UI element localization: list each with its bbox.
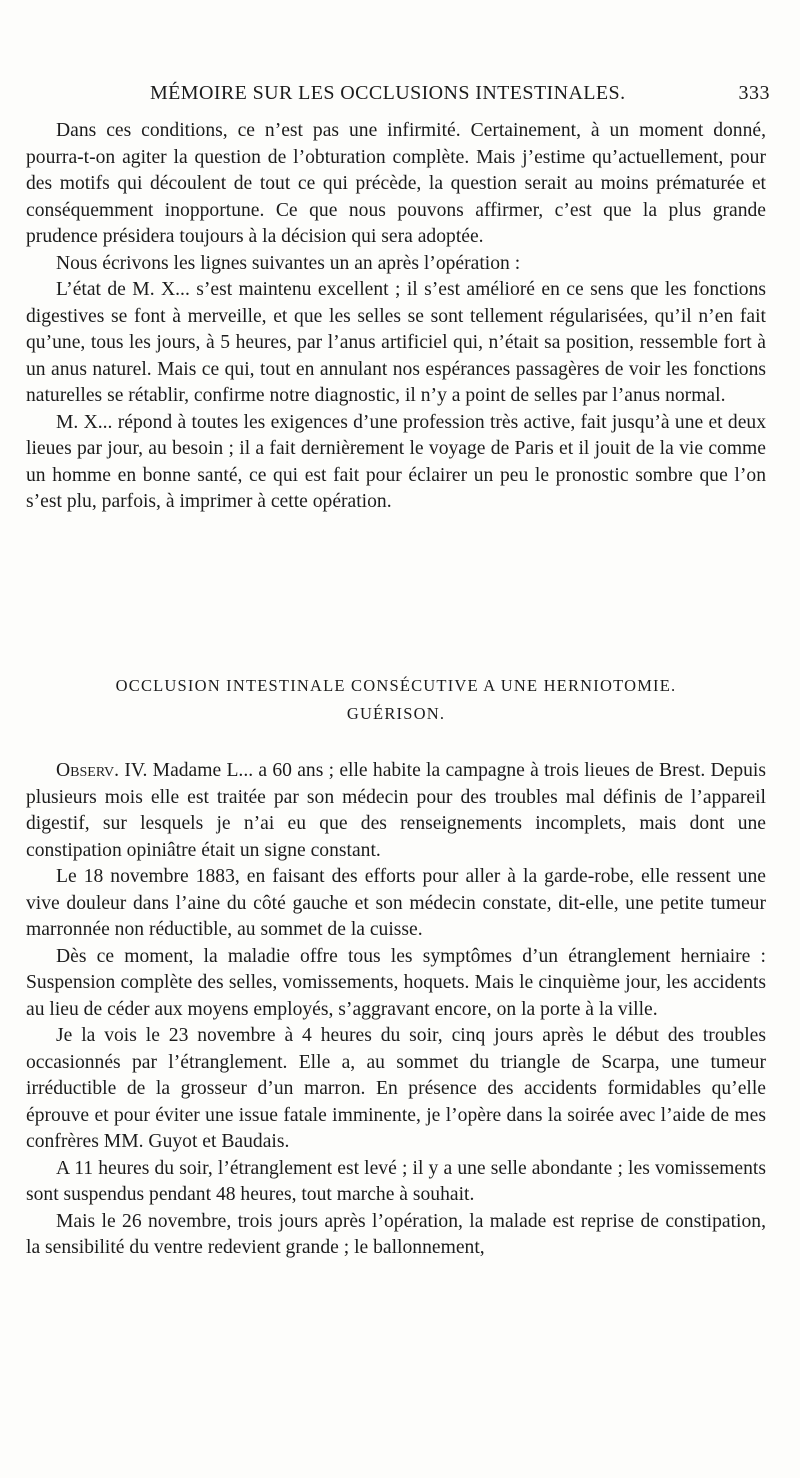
body-text-top	[26, 118, 766, 516]
paragraph: Je la vois le 23 novembre à 4 heures du soir, cinq jours après le début des troubles occasionnés par l’étranglement. Elle a, au sommet du triangle de Scarpa, une tumeur irréductible de la grosseur d’un marron. En présence des accidents formidables qu’elle éprouve et pour éviter une issue fatale imminente, je l’opère dans la soirée avec l’aide de mes confrères MM. Guyot et Baudais.	[26, 1025, 766, 1152]
paragraph: Dans ces conditions, ce n’est pas une infirmité. Certainement, à un moment donné, pourra-t-on agiter la question de l’obturation complète. Mais j’estime qu’actuellement, pour des motifs qui découlent de tout ce qui précède, la question serait au moins prématurée et conséquemment inopportune. Ce que nous pouvons affirmer, c’est que la plus grande prudence présidera toujours à la décision qui sera adoptée.	[26, 120, 766, 247]
paragraph: Nous écrivons les lignes suivantes un an après l’opération :	[56, 252, 521, 274]
paragraph: Le 18 novembre 1883, en faisant des efforts pour aller à la garde-robe, elle ressent une vive douleur dans l’aine du côté gauche et son médecin constate, dit-elle, une petite tumeur marronnée non réductible, au sommet de la cuisse.	[26, 866, 766, 940]
observation-label: Observ. IV.	[56, 760, 148, 781]
paragraph: Mais le 26 novembre, trois jours après l’opération, la malade est reprise de constipation, la sensibilité du ventre redevient grande ; le ballonnement,	[26, 1210, 766, 1258]
running-title: MÉMOIRE SUR LES OCCLUSIONS INTESTINALES.	[150, 82, 626, 104]
page-header	[0, 82, 800, 112]
paragraph: L’état de M. X... s’est maintenu excellent ; il s’est amélioré en ce sens que les fonctions digestives se font à merveille, et que les selles se sont tellement régularisées, qu’il n’en fait qu’une, tous les jours, à 5 heures, par l’anus artificiel qui, n’était sa position, ressemble fort à un anus naturel. Mais ce qui, tout en annulant nos espérances passagères de voir les fonctions naturelles se rétablir, confirme notre diagnostic, il n’y a point de selles par l’anus normal.	[26, 279, 766, 406]
paragraph: A 11 heures du soir, l’étranglement est levé ; il y a une selle abondante ; les vomissements sont suspendus pendant 48 heures, tout marche à souhait.	[26, 1157, 766, 1205]
observation-text: Madame L... a 60 ans ; elle habite la campagne à trois lieues de Brest. Depuis plusieurs mois elle est traitée par son médecin pour des troubles mal définis de l’appareil digestif, sur lesquels je n’ai eu que des renseignements incomplets, mais dont une constipation opiniâtre était un signe constant.	[26, 760, 766, 861]
paragraph	[26, 758, 766, 864]
paragraph: M. X... répond à toutes les exigences d’une profession très active, fait jusqu’à une et deux lieues par jour, au besoin ; il a fait dernièrement le voyage de Paris et il jouit de la vie comme un homme en bonne santé, ce qui est fait pour éclairer un peu le pronostic sombre que l’on s’est plu, parfois, à imprimer à cette opération.	[26, 411, 766, 512]
body-text-observation	[26, 758, 766, 1262]
section-subtitle: GUÉRISON.	[346, 704, 446, 723]
page-number: 333	[738, 82, 770, 104]
paragraph: Dès ce moment, la maladie offre tous les symptômes d’un étranglement herniaire : Suspension complète des selles, vomissements, hoquets. Mais le cinquième jour, les accidents au lieu de céder aux moyens employés, s’aggravant encore, on la porte à la ville.	[26, 945, 766, 1020]
section-title: OCCLUSION INTESTINALE CONSÉCUTIVE A UNE HERNIOTOMIE.	[115, 676, 677, 695]
